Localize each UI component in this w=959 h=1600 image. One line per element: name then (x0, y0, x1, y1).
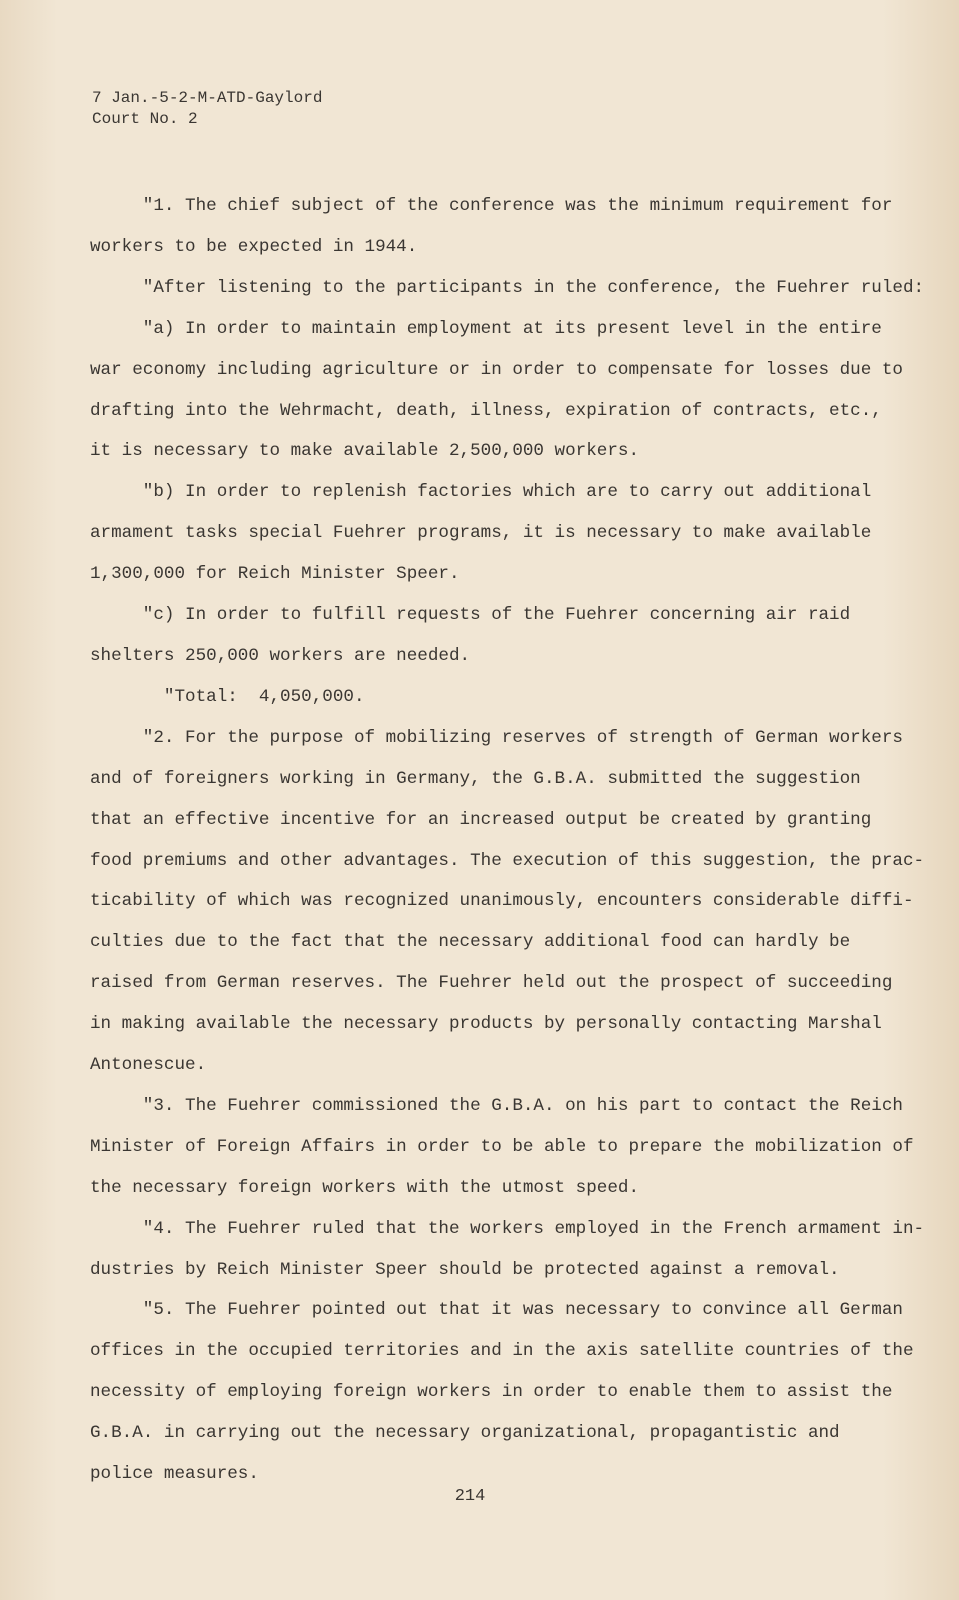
text-line: police measures. (90, 1464, 259, 1485)
text-line: "2. For the purpose of mobilizing reserves of strength of German workers (90, 727, 903, 748)
text-line: "3. The Fuehrer commissioned the G.B.A. on his part to contact the Reich (90, 1095, 903, 1116)
text-line: food premiums and other advantages. The execution of this suggestion, the prac- (90, 850, 925, 871)
text-line: it is necessary to make available 2,500,000 workers. (90, 441, 640, 462)
text-line: "c) In order to fulfill requests of the Fuehrer concerning air raid (90, 605, 851, 626)
text-line: the necessary foreign workers with the utmost speed. (90, 1177, 640, 1198)
document-body (90, 186, 925, 1495)
text-line: dustries by Reich Minister Speer should be protected against a removal. (90, 1259, 840, 1280)
text-line: "5. The Fuehrer pointed out that it was necessary to convince all German (90, 1300, 903, 1321)
document-header (92, 88, 322, 130)
text-line: Minister of Foreign Affairs in order to be able to prepare the mobilization of (90, 1136, 914, 1157)
header-reference: 7 Jan.-5-2-M-ATD-Gaylord (92, 89, 323, 107)
text-line: G.B.A. in carrying out the necessary organizational, propagantistic and (90, 1423, 840, 1444)
text-line: offices in the occupied territories and in the axis satellite countries of the (90, 1341, 914, 1362)
text-line: and of foreigners working in Germany, the G.B.A. submitted the suggestion (90, 768, 861, 789)
text-line: drafting into the Wehrmacht, death, illness, expiration of contracts, etc., (90, 400, 882, 421)
text-line: war economy including agriculture or in order to compensate for losses due to (90, 359, 903, 380)
text-line: workers to be expected in 1944. (90, 236, 418, 257)
text-line: raised from German reserves. The Fuehrer held out the prospect of succeeding (90, 973, 893, 994)
text-line: culties due to the fact that the necessary additional food can hardly be (90, 932, 851, 953)
text-line: "After listening to the participants in the conference, the Fuehrer ruled: (90, 277, 925, 298)
text-line: "a) In order to maintain employment at its present level in the entire (90, 318, 882, 339)
text-line: necessity of employing foreign workers in order to enable them to assist the (90, 1382, 893, 1403)
text-line: shelters 250,000 workers are needed. (90, 645, 471, 666)
page-number: 214 (454, 1487, 486, 1506)
text-line: Antonescue. (90, 1055, 207, 1076)
header-court: Court No. 2 (92, 110, 198, 128)
text-line: "Total: 4,050,000. (90, 686, 365, 707)
text-line: "4. The Fuehrer ruled that the workers employed in the French armament in- (90, 1218, 925, 1239)
text-line: in making available the necessary products by personally contacting Marshal (90, 1014, 882, 1035)
text-line: armament tasks special Fuehrer programs, it is necessary to make available (90, 523, 872, 544)
text-line: that an effective incentive for an increased output be created by granting (90, 809, 872, 830)
text-line: "1. The chief subject of the conference was the minimum requirement for (90, 196, 893, 216)
text-line: ticability of which was recognized unanimously, encounters considerable diffi- (90, 891, 914, 912)
text-line: 1,300,000 for Reich Minister Speer. (90, 564, 460, 585)
text-line: "b) In order to replenish factories which are to carry out additional (90, 482, 872, 503)
